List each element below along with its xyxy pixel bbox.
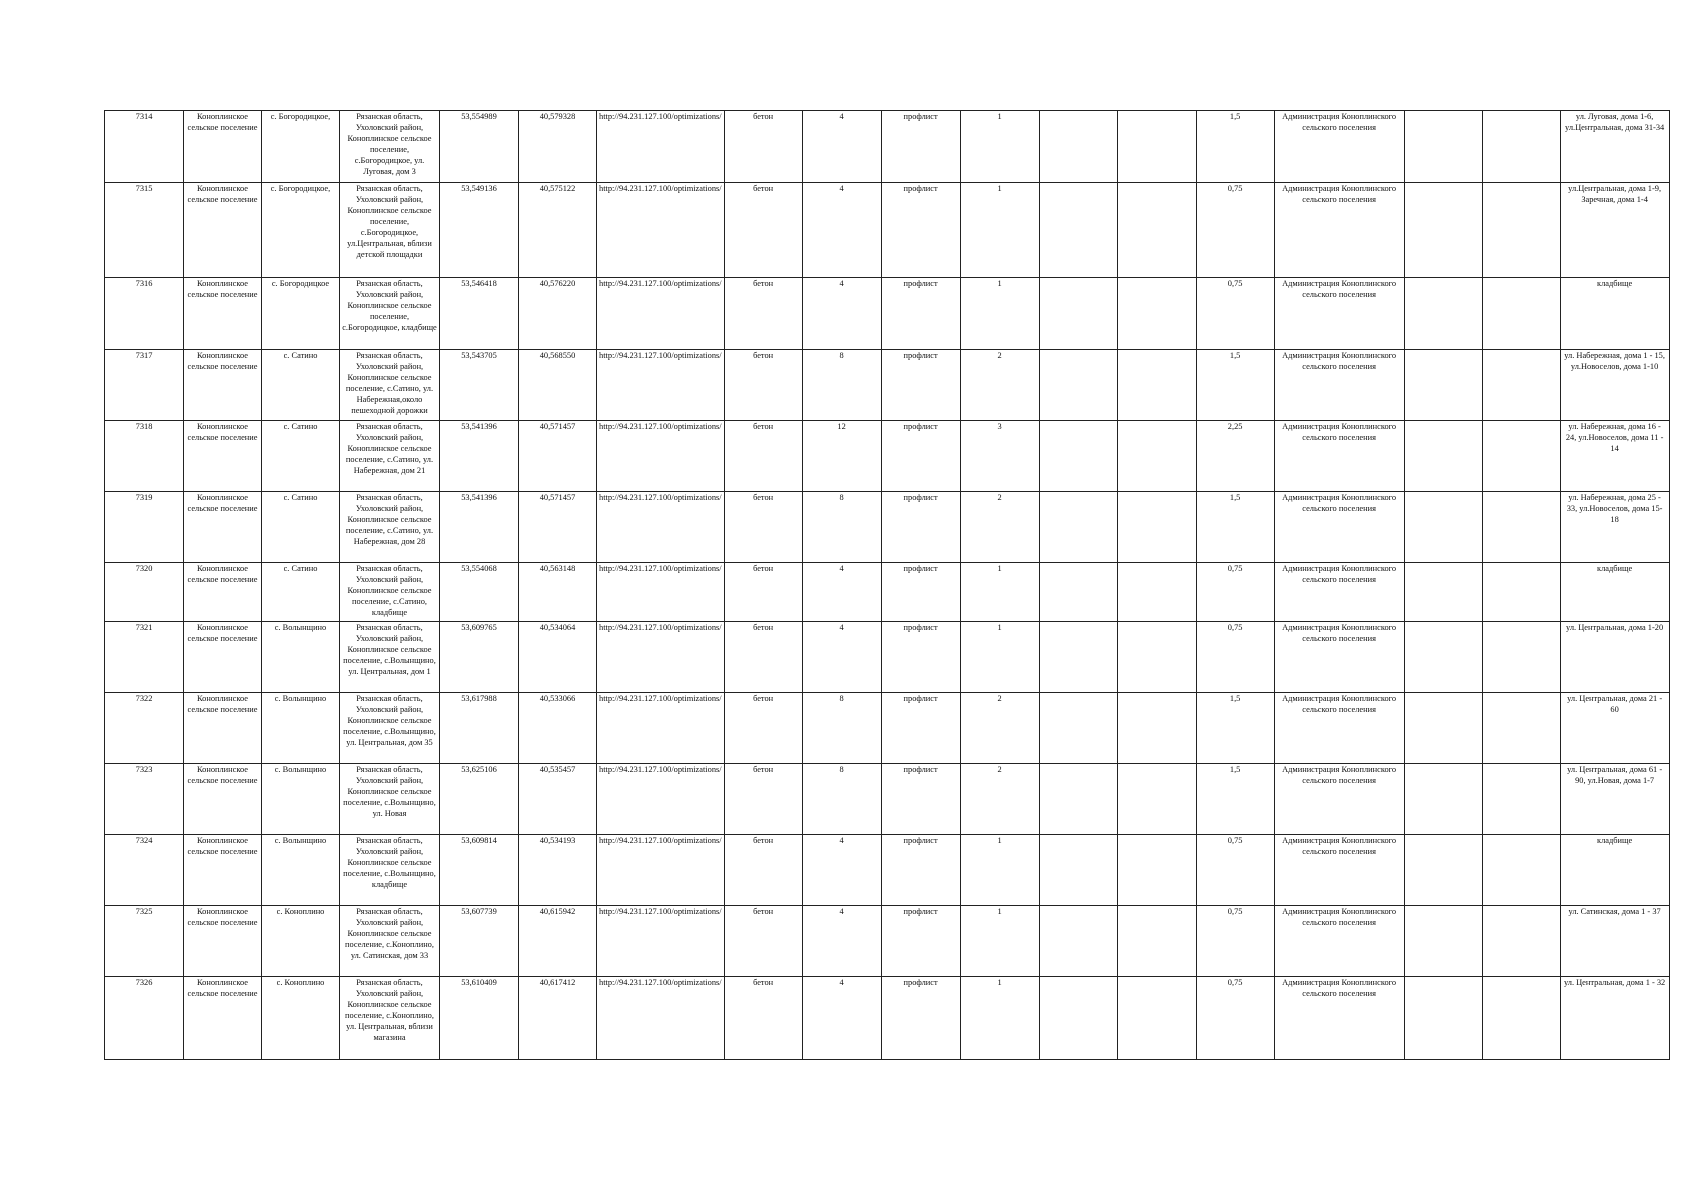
cell-longitude: 40,571457 (519, 421, 597, 492)
cell-latitude: 53,610409 (440, 977, 519, 1060)
cell-owner: Администрация Коноплинского сельского поселения (1274, 492, 1404, 563)
cell-map-link: http://94.231.127.100/optimizations/ (597, 622, 725, 693)
cell-empty (1039, 764, 1117, 835)
cell-address: Рязанская область, Ухоловский район, Коноплинское сельское поселение, с.Волынщино, ул. Новая (340, 764, 440, 835)
cell-empty (1039, 622, 1117, 693)
cell-empty (1039, 278, 1117, 350)
cell-village: с. Сатино (262, 563, 340, 622)
cell-longitude: 40,534064 (519, 622, 597, 693)
cell-served-addresses: ул. Набережная, дома 25 - 33, ул.Новоселов, дома 15-18 (1560, 492, 1669, 563)
cell-owner: Администрация Коноплинского сельского поселения (1274, 835, 1404, 906)
cell-surface: бетон (724, 835, 802, 906)
cell-village: с. Сатино (262, 421, 340, 492)
cell-id: 7326 (105, 977, 184, 1060)
cell-village: с. Волынщино (262, 835, 340, 906)
cell-served-addresses: кладбище (1560, 563, 1669, 622)
cell-container-count: 1 (960, 906, 1039, 977)
cell-area: 12 (802, 421, 881, 492)
cell-empty (1039, 350, 1117, 421)
cell-served-addresses: ул. Набережная, дома 1 - 15, ул.Новоселов, дома 1-10 (1560, 350, 1669, 421)
table-row (105, 563, 1670, 622)
cell-volume: 0,75 (1196, 278, 1274, 350)
cell-settlement: Коноплинское сельское поселение (184, 622, 262, 693)
cell-empty (1482, 421, 1560, 492)
cell-container-count: 3 (960, 421, 1039, 492)
cell-empty (1404, 350, 1482, 421)
cell-map-link: http://94.231.127.100/optimizations/ (597, 906, 725, 977)
cell-surface: бетон (724, 111, 802, 183)
cell-served-addresses: ул. Центральная, дома 21 - 60 (1560, 693, 1669, 764)
cell-empty (1117, 350, 1196, 421)
cell-area: 8 (802, 350, 881, 421)
cell-map-link: http://94.231.127.100/optimizations/ (597, 977, 725, 1060)
cell-area: 8 (802, 492, 881, 563)
table-row (105, 183, 1670, 278)
cell-volume: 1,5 (1196, 111, 1274, 183)
cell-empty (1482, 183, 1560, 278)
cell-address: Рязанская область, Ухоловский район, Коноплинское сельское поселение, с.Богородицкое, ул.Центральная, вблизи детской площадки (340, 183, 440, 278)
cell-longitude: 40,563148 (519, 563, 597, 622)
cell-settlement: Коноплинское сельское поселение (184, 421, 262, 492)
cell-empty (1039, 835, 1117, 906)
cell-village: с. Сатино (262, 350, 340, 421)
cell-owner: Администрация Коноплинского сельского поселения (1274, 111, 1404, 183)
cell-owner: Администрация Коноплинского сельского поселения (1274, 764, 1404, 835)
cell-served-addresses: ул. Луговая, дома 1-6, ул.Центральная, дома 31-34 (1560, 111, 1669, 183)
cell-empty (1482, 906, 1560, 977)
cell-latitude: 53,543705 (440, 350, 519, 421)
cell-served-addresses: ул. Центральная, дома 1 - 32 (1560, 977, 1669, 1060)
cell-container-count: 1 (960, 977, 1039, 1060)
cell-surface: бетон (724, 492, 802, 563)
cell-fence: профлист (881, 111, 960, 183)
cell-area: 4 (802, 111, 881, 183)
cell-volume: 0,75 (1196, 563, 1274, 622)
cell-settlement: Коноплинское сельское поселение (184, 492, 262, 563)
cell-latitude: 53,609765 (440, 622, 519, 693)
cell-id: 7322 (105, 693, 184, 764)
cell-volume: 1,5 (1196, 693, 1274, 764)
cell-empty (1482, 764, 1560, 835)
cell-owner: Администрация Коноплинского сельского поселения (1274, 563, 1404, 622)
cell-served-addresses: ул. Центральная, дома 61 - 90, ул.Новая, дома 1-7 (1560, 764, 1669, 835)
cell-empty (1117, 693, 1196, 764)
cell-latitude: 53,617988 (440, 693, 519, 764)
table-row (105, 111, 1670, 183)
table-row (105, 492, 1670, 563)
cell-owner: Администрация Коноплинского сельского поселения (1274, 906, 1404, 977)
cell-empty (1482, 278, 1560, 350)
cell-empty (1117, 906, 1196, 977)
cell-address: Рязанская область, Ухоловский район, Коноплинское сельское поселение, с.Сатино, ул. Набережная, дом 21 (340, 421, 440, 492)
cell-fence: профлист (881, 183, 960, 278)
cell-fence: профлист (881, 693, 960, 764)
cell-empty (1117, 622, 1196, 693)
cell-volume: 1,5 (1196, 764, 1274, 835)
cell-village: с. Волынщино (262, 622, 340, 693)
cell-address: Рязанская область, Ухоловский район, Коноплинское сельское поселение, с.Коноплино, ул. Центральная, вблизи магазина (340, 977, 440, 1060)
cell-surface: бетон (724, 183, 802, 278)
table-body (105, 111, 1670, 1060)
cell-id: 7319 (105, 492, 184, 563)
cell-empty (1404, 183, 1482, 278)
table-row (105, 977, 1670, 1060)
cell-latitude: 53,609814 (440, 835, 519, 906)
cell-settlement: Коноплинское сельское поселение (184, 835, 262, 906)
cell-container-count: 1 (960, 835, 1039, 906)
cell-container-count: 2 (960, 492, 1039, 563)
cell-surface: бетон (724, 278, 802, 350)
cell-surface: бетон (724, 693, 802, 764)
cell-volume: 1,5 (1196, 492, 1274, 563)
cell-empty (1039, 183, 1117, 278)
cell-latitude: 53,546418 (440, 278, 519, 350)
cell-longitude: 40,576220 (519, 278, 597, 350)
cell-empty (1039, 492, 1117, 563)
cell-settlement: Коноплинское сельское поселение (184, 764, 262, 835)
cell-empty (1117, 563, 1196, 622)
cell-container-count: 1 (960, 563, 1039, 622)
cell-empty (1039, 421, 1117, 492)
cell-owner: Администрация Коноплинского сельского поселения (1274, 421, 1404, 492)
table-row (105, 906, 1670, 977)
cell-volume: 0,75 (1196, 835, 1274, 906)
cell-empty (1117, 977, 1196, 1060)
cell-empty (1482, 693, 1560, 764)
cell-surface: бетон (724, 906, 802, 977)
cell-village: с. Волынщино (262, 764, 340, 835)
cell-latitude: 53,549136 (440, 183, 519, 278)
cell-empty (1404, 563, 1482, 622)
table-row (105, 764, 1670, 835)
cell-served-addresses: ул. Центральная, дома 1-20 (1560, 622, 1669, 693)
cell-map-link: http://94.231.127.100/optimizations/ (597, 350, 725, 421)
cell-served-addresses: кладбище (1560, 835, 1669, 906)
cell-longitude: 40,575122 (519, 183, 597, 278)
cell-empty (1482, 622, 1560, 693)
cell-empty (1117, 278, 1196, 350)
cell-empty (1117, 492, 1196, 563)
cell-id: 7318 (105, 421, 184, 492)
cell-fence: профлист (881, 492, 960, 563)
cell-surface: бетон (724, 764, 802, 835)
cell-area: 4 (802, 183, 881, 278)
cell-owner: Администрация Коноплинского сельского поселения (1274, 622, 1404, 693)
cell-map-link: http://94.231.127.100/optimizations/ (597, 764, 725, 835)
cell-address: Рязанская область, Ухоловский район, Коноплинское сельское поселение, с.Богородицкое, ул. Луговая, дом 3 (340, 111, 440, 183)
cell-container-count: 1 (960, 111, 1039, 183)
cell-fence: профлист (881, 278, 960, 350)
cell-id: 7314 (105, 111, 184, 183)
cell-area: 8 (802, 764, 881, 835)
cell-empty (1404, 764, 1482, 835)
cell-map-link: http://94.231.127.100/optimizations/ (597, 278, 725, 350)
table-row (105, 693, 1670, 764)
cell-latitude: 53,554068 (440, 563, 519, 622)
cell-empty (1404, 492, 1482, 563)
cell-surface: бетон (724, 421, 802, 492)
cell-village: с. Волынщино (262, 693, 340, 764)
cell-volume: 0,75 (1196, 977, 1274, 1060)
cell-empty (1482, 977, 1560, 1060)
waste-sites-table (104, 110, 1670, 1060)
cell-map-link: http://94.231.127.100/optimizations/ (597, 835, 725, 906)
cell-owner: Администрация Коноплинского сельского поселения (1274, 278, 1404, 350)
cell-id: 7325 (105, 906, 184, 977)
cell-area: 4 (802, 835, 881, 906)
cell-id: 7320 (105, 563, 184, 622)
cell-map-link: http://94.231.127.100/optimizations/ (597, 492, 725, 563)
cell-surface: бетон (724, 350, 802, 421)
cell-empty (1039, 563, 1117, 622)
cell-address: Рязанская область, Ухоловский район, Коноплинское сельское поселение, с.Богородицкое, кладбище (340, 278, 440, 350)
cell-area: 4 (802, 278, 881, 350)
cell-container-count: 1 (960, 278, 1039, 350)
cell-empty (1482, 492, 1560, 563)
cell-empty (1117, 764, 1196, 835)
cell-volume: 2,25 (1196, 421, 1274, 492)
cell-empty (1039, 906, 1117, 977)
cell-latitude: 53,625106 (440, 764, 519, 835)
cell-empty (1039, 111, 1117, 183)
cell-map-link: http://94.231.127.100/optimizations/ (597, 563, 725, 622)
cell-empty (1117, 421, 1196, 492)
cell-settlement: Коноплинское сельское поселение (184, 693, 262, 764)
cell-fence: профлист (881, 421, 960, 492)
cell-owner: Администрация Коноплинского сельского поселения (1274, 350, 1404, 421)
cell-id: 7315 (105, 183, 184, 278)
cell-area: 4 (802, 906, 881, 977)
cell-empty (1404, 111, 1482, 183)
cell-surface: бетон (724, 622, 802, 693)
cell-empty (1482, 111, 1560, 183)
cell-fence: профлист (881, 835, 960, 906)
cell-fence: профлист (881, 622, 960, 693)
cell-latitude: 53,541396 (440, 421, 519, 492)
cell-village: с. Богородицкое, (262, 183, 340, 278)
cell-address: Рязанская область, Ухоловский район, Коноплинское сельское поселение, с.Волынщино, ул. Центральная, дом 35 (340, 693, 440, 764)
cell-map-link: http://94.231.127.100/optimizations/ (597, 693, 725, 764)
cell-map-link: http://94.231.127.100/optimizations/ (597, 421, 725, 492)
cell-village: с. Богородицкое, (262, 111, 340, 183)
cell-container-count: 2 (960, 764, 1039, 835)
cell-id: 7321 (105, 622, 184, 693)
cell-empty (1117, 835, 1196, 906)
cell-volume: 0,75 (1196, 906, 1274, 977)
cell-longitude: 40,533066 (519, 693, 597, 764)
cell-village: с. Сатино (262, 492, 340, 563)
cell-empty (1404, 693, 1482, 764)
cell-address: Рязанская область, Ухоловский район, Коноплинское сельское поселение, с.Сатино, кладбище (340, 563, 440, 622)
cell-settlement: Коноплинское сельское поселение (184, 906, 262, 977)
cell-settlement: Коноплинское сельское поселение (184, 183, 262, 278)
cell-empty (1404, 278, 1482, 350)
cell-empty (1482, 835, 1560, 906)
cell-longitude: 40,617412 (519, 977, 597, 1060)
cell-settlement: Коноплинское сельское поселение (184, 563, 262, 622)
cell-empty (1117, 111, 1196, 183)
cell-empty (1404, 622, 1482, 693)
table-row (105, 622, 1670, 693)
cell-fence: профлист (881, 906, 960, 977)
cell-empty (1404, 906, 1482, 977)
cell-surface: бетон (724, 977, 802, 1060)
cell-longitude: 40,535457 (519, 764, 597, 835)
cell-volume: 0,75 (1196, 183, 1274, 278)
cell-latitude: 53,541396 (440, 492, 519, 563)
cell-surface: бетон (724, 563, 802, 622)
cell-address: Рязанская область, Ухоловский район, Коноплинское сельское поселение, с.Сатино, ул. Набережная,около пешеходной дорожки (340, 350, 440, 421)
cell-served-addresses: ул. Сатинская, дома 1 - 37 (1560, 906, 1669, 977)
cell-container-count: 1 (960, 622, 1039, 693)
cell-village: с. Богородицкое (262, 278, 340, 350)
cell-longitude: 40,615942 (519, 906, 597, 977)
cell-container-count: 2 (960, 693, 1039, 764)
cell-address: Рязанская область, Ухоловский район, Коноплинское сельское поселение, с.Волынщино, кладбище (340, 835, 440, 906)
table-row (105, 835, 1670, 906)
cell-longitude: 40,571457 (519, 492, 597, 563)
cell-empty (1482, 563, 1560, 622)
cell-served-addresses: ул. Набережная, дома 16 - 24, ул.Новоселов, дома 11 - 14 (1560, 421, 1669, 492)
cell-latitude: 53,607739 (440, 906, 519, 977)
cell-longitude: 40,579328 (519, 111, 597, 183)
table-row (105, 350, 1670, 421)
cell-id: 7317 (105, 350, 184, 421)
cell-settlement: Коноплинское сельское поселение (184, 350, 262, 421)
cell-empty (1404, 421, 1482, 492)
cell-id: 7324 (105, 835, 184, 906)
cell-owner: Администрация Коноплинского сельского поселения (1274, 183, 1404, 278)
cell-empty (1482, 350, 1560, 421)
cell-address: Рязанская область, Ухоловский район, Коноплинское сельское поселение, с.Коноплино, ул. Сатинская, дом 33 (340, 906, 440, 977)
cell-map-link: http://94.231.127.100/optimizations/ (597, 183, 725, 278)
cell-settlement: Коноплинское сельское поселение (184, 977, 262, 1060)
cell-container-count: 1 (960, 183, 1039, 278)
cell-area: 4 (802, 622, 881, 693)
cell-fence: профлист (881, 977, 960, 1060)
cell-address: Рязанская область, Ухоловский район, Коноплинское сельское поселение, с.Волынщино, ул. Центральная, дом 1 (340, 622, 440, 693)
cell-empty (1039, 977, 1117, 1060)
cell-settlement: Коноплинское сельское поселение (184, 278, 262, 350)
table-row (105, 421, 1670, 492)
cell-village: с. Коноплино (262, 977, 340, 1060)
cell-served-addresses: ул.Центральная, дома 1-9, Заречная, дома 1-4 (1560, 183, 1669, 278)
cell-longitude: 40,534193 (519, 835, 597, 906)
cell-fence: профлист (881, 764, 960, 835)
cell-empty (1039, 693, 1117, 764)
cell-empty (1117, 183, 1196, 278)
cell-id: 7323 (105, 764, 184, 835)
table-row (105, 278, 1670, 350)
cell-id: 7316 (105, 278, 184, 350)
cell-volume: 1,5 (1196, 350, 1274, 421)
cell-address: Рязанская область, Ухоловский район, Коноплинское сельское поселение, с.Сатино, ул. Набережная, дом 28 (340, 492, 440, 563)
cell-area: 4 (802, 563, 881, 622)
cell-settlement: Коноплинское сельское поселение (184, 111, 262, 183)
cell-container-count: 2 (960, 350, 1039, 421)
cell-fence: профлист (881, 563, 960, 622)
cell-map-link: http://94.231.127.100/optimizations/ (597, 111, 725, 183)
cell-longitude: 40,568550 (519, 350, 597, 421)
cell-owner: Администрация Коноплинского сельского поселения (1274, 693, 1404, 764)
cell-area: 4 (802, 977, 881, 1060)
cell-volume: 0,75 (1196, 622, 1274, 693)
cell-owner: Администрация Коноплинского сельского поселения (1274, 977, 1404, 1060)
cell-fence: профлист (881, 350, 960, 421)
cell-latitude: 53,554989 (440, 111, 519, 183)
cell-area: 8 (802, 693, 881, 764)
cell-empty (1404, 835, 1482, 906)
cell-village: с. Коноплино (262, 906, 340, 977)
cell-empty (1404, 977, 1482, 1060)
cell-served-addresses: кладбище (1560, 278, 1669, 350)
